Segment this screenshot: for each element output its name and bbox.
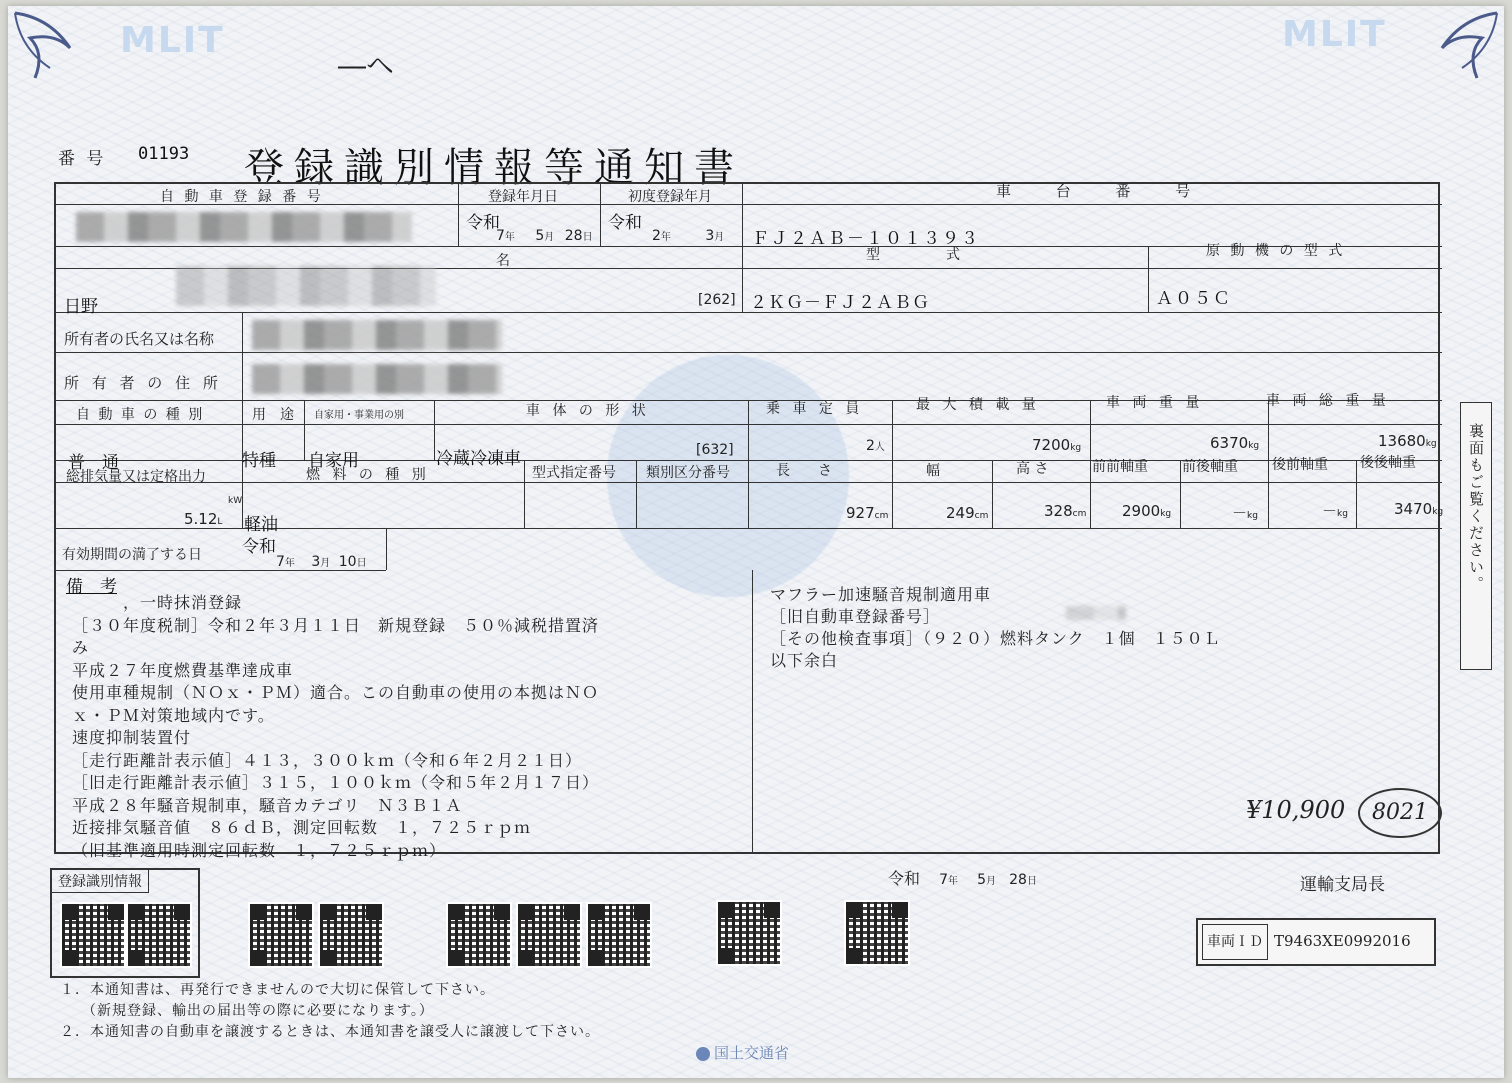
label-chassis-number: 車 台 番 号 (996, 182, 1211, 200)
qr-code (248, 902, 314, 968)
handwritten-circled-number: 8021 (1358, 788, 1442, 838)
label-rr-axle: 後後軸重 (1360, 455, 1416, 471)
qr-code (844, 900, 910, 966)
remark-line: 使用車種規制（ＮＯｘ・ＰＭ）適合。この自動車の使用の本拠はＮＯ (72, 683, 600, 702)
redacted-old-registration (1066, 606, 1126, 620)
footer-notes (60, 980, 600, 1043)
fr-axle-value: －kg (1232, 504, 1258, 522)
label-type-designation: 型式指定番号 (532, 465, 616, 481)
number-label: 番 号 (58, 149, 107, 169)
qr-code (446, 902, 512, 968)
label-max-load: 最 大 積 載 量 (916, 397, 1040, 413)
remark-line: 平成２８年騒音規制車，騒音カテゴリ Ｎ３Ｂ１Ａ (72, 795, 463, 815)
qr-code (716, 900, 782, 966)
remarks-right (770, 584, 1221, 672)
qr-code (318, 902, 384, 968)
label-vehicle-weight: 車 両 重 量 (1106, 395, 1204, 411)
qr-code (516, 902, 582, 968)
remark-line: 近接排気騒音値 ８６ｄＢ，測定回転数 １，７２５ｒｐｍ (72, 818, 532, 837)
remark-line: ［３０年度税制］令和２年３月１１日 新規登録 ５０％減税措置済 (72, 615, 600, 635)
label-reg-info: 登録識別情報 (52, 870, 149, 893)
label-model: 型 式 (866, 247, 966, 263)
kind-value: 普 通 (68, 453, 119, 473)
label-category-number: 類別区分番号 (646, 465, 730, 481)
vehicle-id-value: T9463XE0992016 (1274, 932, 1411, 950)
remark-line: ｘ・ＰＭ対策地域内です。 (72, 705, 275, 725)
remark-line: 平成２７年度燃費基準達成車 (72, 660, 294, 680)
first-era: 令和 (608, 213, 642, 233)
note-2: ２．本通知書の自動車を譲渡するときは、本通知書を譲受人に譲渡して下さい。 (60, 1024, 600, 1040)
label-vehicle-kind: 自 動 車 の 種 別 (76, 407, 205, 423)
label-width: 幅 (926, 463, 940, 479)
ministry-footer-logo: 国土交通省 (696, 1042, 789, 1063)
remark-line: 速度抑制装置付 (72, 728, 192, 747)
label-expiry: 有効期間の満了する日 (62, 547, 202, 563)
reverse-side-note: 裏面もご覧ください。 (1460, 402, 1492, 670)
qr-code (126, 902, 192, 968)
expiry-era: 令和 (242, 537, 276, 557)
note-1b: （新規登録、輸出の届出等の際に必要になります。） (82, 1003, 434, 1019)
qr-code (60, 902, 126, 968)
header-mark: ―ヘ (338, 49, 395, 82)
reg-era: 令和 (466, 213, 500, 233)
registration-date-value: 7年 5月 28日 (496, 228, 593, 244)
mlit-logo-right: MLIT (1282, 14, 1387, 55)
redacted-registration-number (76, 212, 412, 242)
mlit-logo-left: MLIT (120, 20, 225, 61)
label-name: 名 (496, 253, 510, 269)
label-body-shape: 車 体 の 形 状 (526, 403, 650, 419)
vehicle-weight-value: 6370kg (1210, 434, 1260, 452)
label-engine-model: 原 動 機 の 型 式 (1206, 243, 1346, 259)
use-value: 特種 (242, 451, 276, 471)
body-value: 冷蔵冷凍車 (436, 449, 521, 469)
displacement-value: 5.12L (184, 510, 223, 528)
label-fr-axle: 前後軸重 (1182, 459, 1238, 475)
remarks-left (72, 592, 599, 862)
label-owner-address: 所 有 者 の 住 所 (64, 374, 222, 392)
length-value: 927cm (846, 504, 889, 522)
maker-value: 日野 (64, 297, 98, 317)
label-rf-axle: 後前軸重 (1272, 457, 1328, 473)
handwritten-price: ¥10,900 (1246, 796, 1346, 824)
remark-line: ［その他検査事項］（９２０）燃料タンク １個 １５０Ｌ (770, 629, 1221, 648)
private-value: 自家用 (308, 451, 359, 471)
remark-line: 以下余白 (770, 651, 839, 670)
width-value: 249cm (946, 504, 989, 522)
rr-axle-value: 3470kg (1394, 500, 1444, 518)
registration-table (54, 182, 1444, 860)
qr-code (586, 902, 652, 968)
chassis-number-value: ＦＪ２ＡＢ－１０１３９３ (752, 229, 980, 249)
ministry-emblem-icon (696, 1047, 710, 1061)
label-length: 長 さ (776, 463, 832, 479)
label-capacity: 乗 車 定 員 (766, 401, 864, 417)
fuel-value: 軽油 (244, 515, 278, 535)
label-registration-date: 登録年月日 (488, 189, 558, 205)
model-code: [262] (698, 292, 736, 308)
remark-line: み (72, 638, 90, 657)
label-first-registration: 初度登録年月 (628, 189, 712, 205)
gross-weight-value: 13680kg (1378, 432, 1437, 450)
number-value: 01193 (138, 144, 190, 164)
remark-line: （旧基準適用時測定回転数 １，７２５ｒｐｍ） (72, 840, 447, 860)
label-height: 高 さ (1016, 461, 1049, 477)
rf-axle-value: －kg (1322, 502, 1348, 520)
engine-model-value: Ａ０５Ｃ (1156, 289, 1232, 309)
notification-document (8, 6, 1504, 1078)
vehicle-id-box (1196, 918, 1436, 966)
registration-info-box (50, 868, 200, 978)
height-value: 328cm (1044, 502, 1087, 520)
model-value: ２ＫＧ－ＦＪ２ＡＢＧ (750, 293, 930, 313)
first-registration-value: 2年 3月 (652, 228, 725, 244)
note-1: １．本通知書は、再発行できませんので大切に保管して下さい。 (60, 982, 495, 998)
capacity-value: 2人 (866, 438, 885, 454)
ff-axle-value: 2900kg (1122, 502, 1172, 520)
body-code: [632] (696, 442, 734, 458)
document-title: 登録識別情報等通知書 (244, 145, 744, 191)
issuing-office: 運輸支局長 (1300, 875, 1385, 895)
remark-line: ［走行距離計表示値］４１３，３００ｋｍ（令和６年２月２１日） (72, 750, 583, 770)
label-ff-axle: 前前軸重 (1092, 459, 1148, 475)
label-displacement: 総排気量又は定格出力 (66, 469, 206, 485)
label-vehicle-id: 車両ＩＤ (1202, 924, 1268, 960)
remark-line: ，一時抹消登録 (72, 593, 243, 612)
corner-ornament-left (10, 8, 100, 88)
label-use: 用 途 (252, 407, 294, 423)
kw-unit: kW (228, 496, 243, 506)
issue-date: 令和 7年 5月 28日 (888, 869, 1037, 888)
redacted-owner-name (252, 320, 502, 350)
label-registration-number: 自 動 車 登 録 番 号 (160, 189, 324, 205)
label-owner-name: 所有者の氏名又は名称 (64, 330, 215, 348)
remark-line: ［旧走行距離計表示値］３１５，１００ｋｍ（令和５年２月１７日） (72, 773, 600, 792)
label-fuel: 燃 料 の 種 別 (306, 467, 430, 483)
expiry-date-value: 7年 3月 10日 (276, 554, 367, 570)
remark-line: ［旧自動車登録番号］ (770, 607, 941, 626)
label-private-business: 自家用・事業用の別 (314, 410, 404, 421)
redacted-owner-address (252, 364, 502, 394)
redacted-name (176, 266, 436, 306)
max-load-value: 7200kg (1032, 436, 1082, 454)
remark-line: マフラー加速騒音規制適用車 (770, 585, 992, 604)
label-remarks: 備 考 (66, 577, 117, 597)
corner-ornament-right (1412, 8, 1502, 88)
label-gross-weight: 車 両 総 重 量 (1266, 393, 1390, 409)
